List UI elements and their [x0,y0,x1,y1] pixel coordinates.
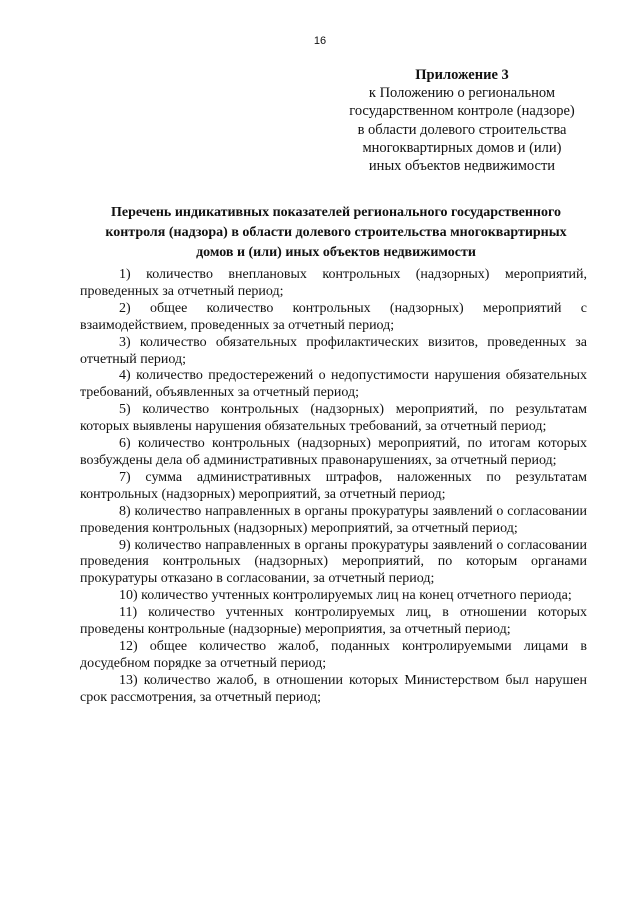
list-item: 6) количество контрольных (надзорных) мероприятий, по итогам которых возбуждены дела об административных правонарушениях, за отчетный период; [80,436,587,468]
list-item: 9) количество направленных в органы прокуратуры заявлений о согласовании проведения контрольных (надзорных) мероприятий, по которым органами прокуратуры отказано в согласовании, за отчетный период; [80,537,587,587]
title-line: Перечень индикативных показателей регионального государственного [111,205,561,220]
page-number: 16 [313,35,327,47]
list-item: 13) количество жалоб, в отношении которых Министерством был нарушен срок рассмотрения, за отчетный период; [80,672,587,705]
list-item: 5) количество контрольных (надзорных) мероприятий, по результатам которых выявлены нарушения обязательных требований, за отчетный период; [80,402,587,435]
appendix-block [322,66,602,175]
title-line: контроля (надзора) в области долевого строительства многоквартирных [105,225,567,240]
indicator-list [80,267,587,707]
appendix-line: в области долевого строительства [357,121,567,138]
list-item: 2) общее количество контрольных (надзорных) мероприятий с взаимодействием, проведенных за отчетный период; [80,300,587,333]
list-item: 11) количество учтенных контролируемых лиц, в отношении которых проведены контрольные (надзорные) мероприятия, за отчетный период; [80,605,587,638]
list-item: 12) общее количество жалоб, поданных контролируемыми лицами в досудебном порядке за отчетный период; [80,638,587,671]
appendix-line: государственном контроле (надзоре) [349,103,575,120]
title-line: домов и (или) иных объектов недвижимости [196,245,476,260]
list-item: 7) сумма административных штрафов, наложенных по результатам контрольных (надзорных) мероприятий, за отчетный период; [80,469,587,502]
appendix-line: многоквартирных домов и (или) [362,139,562,156]
list-item: 1) количество внеплановых контрольных (надзорных) мероприятий, проведенных за отчетный период; [80,267,587,299]
list-item: 8) количество направленных в органы прокуратуры заявлений о согласовании проведения контрольных (надзорных) мероприятий, за отчетный период; [80,503,587,536]
appendix-line: иных объектов недвижимости [368,158,556,175]
appendix-heading: Приложение 3 [415,67,509,83]
document-title [80,203,592,263]
appendix-line: к Положению о региональном [368,85,556,102]
list-item: 10) количество учтенных контролируемых лиц на конец отчетного периода; [119,588,572,604]
list-item: 4) количество предостережений о недопустимости нарушения обязательных требований, объявленных за отчетный период; [80,368,587,401]
list-item: 3) количество обязательных профилактических визитов, проведенных за отчетный период; [80,334,587,367]
